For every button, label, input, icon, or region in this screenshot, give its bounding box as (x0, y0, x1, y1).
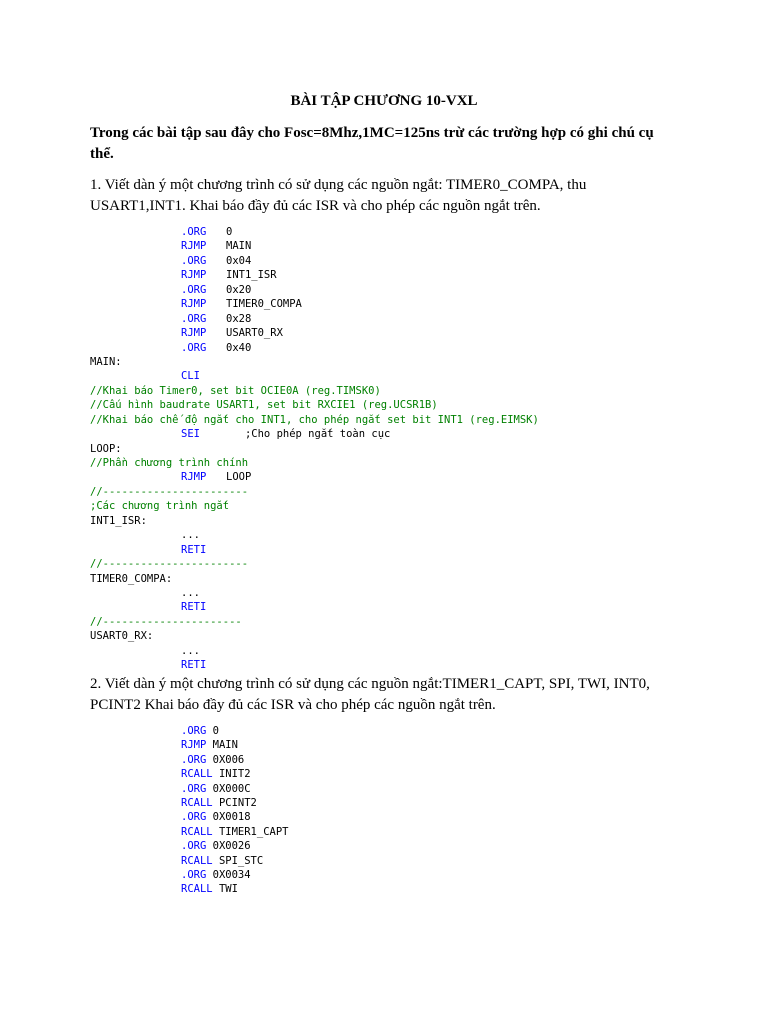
code-keyword: .ORG (181, 283, 207, 296)
code-label: TIMER0_COMPA: (90, 572, 173, 585)
code-operand: 0X006 (212, 753, 245, 766)
code-instruction (181, 268, 277, 282)
code-instruction (181, 369, 226, 383)
code-operand: ... (181, 529, 200, 542)
code-comment: //---------------------- (90, 615, 242, 628)
code-instruction (181, 854, 263, 868)
code-instruction (181, 839, 251, 853)
code-line (90, 658, 690, 672)
code-instruction (181, 782, 251, 796)
code-comment: //----------------------- (90, 485, 249, 498)
code-instruction (181, 658, 226, 672)
code-line (90, 456, 690, 470)
code-line (90, 543, 690, 557)
code-keyword: RJMP (181, 298, 207, 311)
code-line (90, 644, 690, 658)
code-instruction (181, 312, 251, 326)
code-instruction (181, 543, 226, 557)
code-instruction (181, 341, 251, 355)
question-1: 1. Viết dàn ý một chương trình có sử dụng các nguồn ngắt: TIMER0_COMPA, thu USART1,INT1. Khai báo đầy đủ các ISR và cho phép các nguồn ngắt trên. (90, 177, 587, 214)
code-line (90, 485, 690, 499)
code-keyword: RCALL (181, 883, 213, 896)
code-operand: 0X0034 (212, 868, 251, 881)
code-line (90, 868, 690, 882)
code-operand: INIT2 (218, 768, 251, 781)
code-line (90, 225, 690, 239)
code-instruction (181, 283, 251, 297)
code-keyword: .ORG (181, 868, 207, 881)
code-operand: INT1_ISR (226, 269, 277, 282)
code-keyword: RCALL (181, 768, 213, 781)
code-instruction (181, 882, 238, 896)
code-line (90, 600, 690, 614)
code-instruction (181, 796, 257, 810)
code-comment: //Cấu hình baudrate USART1, set bit RXCIE1 (reg.UCSR1B) (90, 399, 438, 412)
code-line (90, 810, 690, 824)
code-operand: 0 (226, 226, 233, 238)
code-line (90, 557, 690, 571)
code-line (90, 283, 690, 297)
code-comment: ;Các chương trình ngắt (90, 500, 230, 513)
code-label: MAIN: (90, 355, 122, 368)
code-instruction (181, 868, 251, 882)
code-line (90, 384, 690, 398)
code-label: LOOP: (90, 442, 122, 455)
code-keyword: RCALL (181, 825, 213, 838)
code-keyword: RETI (181, 601, 207, 614)
code-line (90, 239, 690, 253)
code-operand: ... (181, 586, 200, 599)
code-keyword: .ORG (181, 312, 207, 325)
code-operand: TIMER1_CAPT (218, 825, 289, 838)
question-2: 2. Viết dàn ý một chương trình có sử dụng các nguồn ngắt:TIMER1_CAPT, SPI, TWI, INT0, PCINT2 Khai báo đầy đủ các ISR và cho phép các nguồn ngắt trên. (90, 676, 650, 713)
code-instruction (181, 738, 238, 752)
code-keyword: RJMP (181, 240, 207, 253)
code-comment: //----------------------- (90, 558, 249, 571)
code-operand: 0X0026 (212, 840, 251, 853)
code-keyword: RCALL (181, 854, 213, 867)
code-line (90, 528, 690, 542)
code-comment: //Khai báo chế độ ngắt cho INT1, cho phép ngắt set bit INT1 (reg.EIMSK) (90, 413, 539, 426)
code-operand: LOOP (226, 471, 252, 484)
code-keyword: .ORG (181, 341, 207, 354)
code-line (90, 854, 690, 868)
code-line (90, 825, 690, 839)
code-line (90, 254, 690, 268)
code-line (90, 796, 690, 810)
code-instruction (181, 724, 219, 738)
code-operand: PCINT2 (218, 796, 257, 809)
code-keyword: RJMP (181, 269, 207, 282)
code-keyword: .ORG (181, 725, 207, 737)
code-instruction (181, 825, 288, 839)
code-operand: 0x20 (226, 283, 252, 296)
code-keyword: RJMP (181, 471, 207, 484)
intro-paragraph: Trong các bài tập sau đây cho Fosc=8Mhz,1MC=125ns trừ các trường hợp có ghi chú cụ thể. (90, 125, 654, 162)
code-keyword: RJMP (181, 739, 207, 752)
code-operand: SPI_STC (218, 854, 264, 867)
code-line (90, 341, 690, 355)
code-instruction (181, 810, 251, 824)
code-operand: MAIN (226, 240, 252, 253)
code-line (90, 724, 690, 738)
code-instruction (181, 239, 251, 253)
code-keyword: SEI (181, 428, 200, 441)
code-line (90, 427, 690, 441)
code-line (90, 326, 690, 340)
code-line (90, 268, 690, 282)
code-instruction (181, 600, 226, 614)
code-operand: USART0_RX (226, 327, 283, 340)
code-keyword: RCALL (181, 796, 213, 809)
page-title: BÀI TẬP CHƯƠNG 10-VXL (290, 93, 478, 109)
code-line (90, 586, 690, 600)
code-operand: ;Cho phép ngắt toàn cục (226, 428, 391, 441)
code-operand: MAIN (212, 739, 238, 752)
code-operand: 0x04 (226, 254, 252, 267)
code-instruction (181, 254, 251, 268)
code-line (90, 369, 690, 383)
code-keyword: .ORG (181, 811, 207, 824)
code-line (90, 615, 690, 629)
code-instruction (181, 753, 244, 767)
code-instruction (181, 528, 200, 542)
code-line (90, 312, 690, 326)
code-line (90, 882, 690, 896)
code-operand: 0 (212, 725, 219, 737)
code-keyword: CLI (181, 370, 200, 383)
code-label: INT1_ISR: (90, 514, 147, 527)
code-line (90, 572, 690, 586)
code-line (90, 782, 690, 796)
code-operand: 0x28 (226, 312, 252, 325)
code-operand: TWI (218, 883, 238, 896)
code-line (90, 355, 690, 369)
code-instruction (181, 644, 200, 658)
code-comment: //Phần chương trình chính (90, 457, 249, 469)
code-line (90, 753, 690, 767)
code-keyword: .ORG (181, 226, 207, 238)
code-block-2 (90, 724, 690, 897)
code-keyword: RETI (181, 659, 207, 672)
code-keyword: .ORG (181, 782, 207, 795)
code-line (90, 629, 690, 643)
code-instruction (181, 470, 251, 484)
code-operand: 0X0018 (212, 811, 251, 824)
code-instruction (181, 427, 390, 441)
code-line (90, 470, 690, 484)
code-line (90, 499, 690, 513)
code-keyword: .ORG (181, 753, 207, 766)
code-keyword: RJMP (181, 327, 207, 340)
code-comment: //Khai báo Timer0, set bit OCIE0A (reg.TIMSK0) (90, 384, 381, 397)
code-label: USART0_RX: (90, 630, 154, 643)
code-line (90, 413, 690, 427)
code-line (90, 839, 690, 853)
code-line (90, 514, 690, 528)
code-line (90, 297, 690, 311)
code-keyword: .ORG (181, 840, 207, 853)
code-line (90, 767, 690, 781)
code-block-1 (90, 225, 690, 673)
code-instruction (181, 297, 302, 311)
code-instruction (181, 225, 232, 239)
code-operand: 0x40 (226, 341, 252, 354)
code-instruction (181, 326, 283, 340)
code-line (90, 442, 690, 456)
code-operand: TIMER0_COMPA (226, 298, 302, 311)
code-line (90, 398, 690, 412)
code-operand: ... (181, 644, 200, 657)
code-instruction (181, 767, 251, 781)
code-operand: 0X000C (212, 782, 251, 795)
code-line (90, 738, 690, 752)
code-instruction (181, 586, 200, 600)
code-keyword: RETI (181, 543, 207, 556)
code-keyword: .ORG (181, 254, 207, 267)
